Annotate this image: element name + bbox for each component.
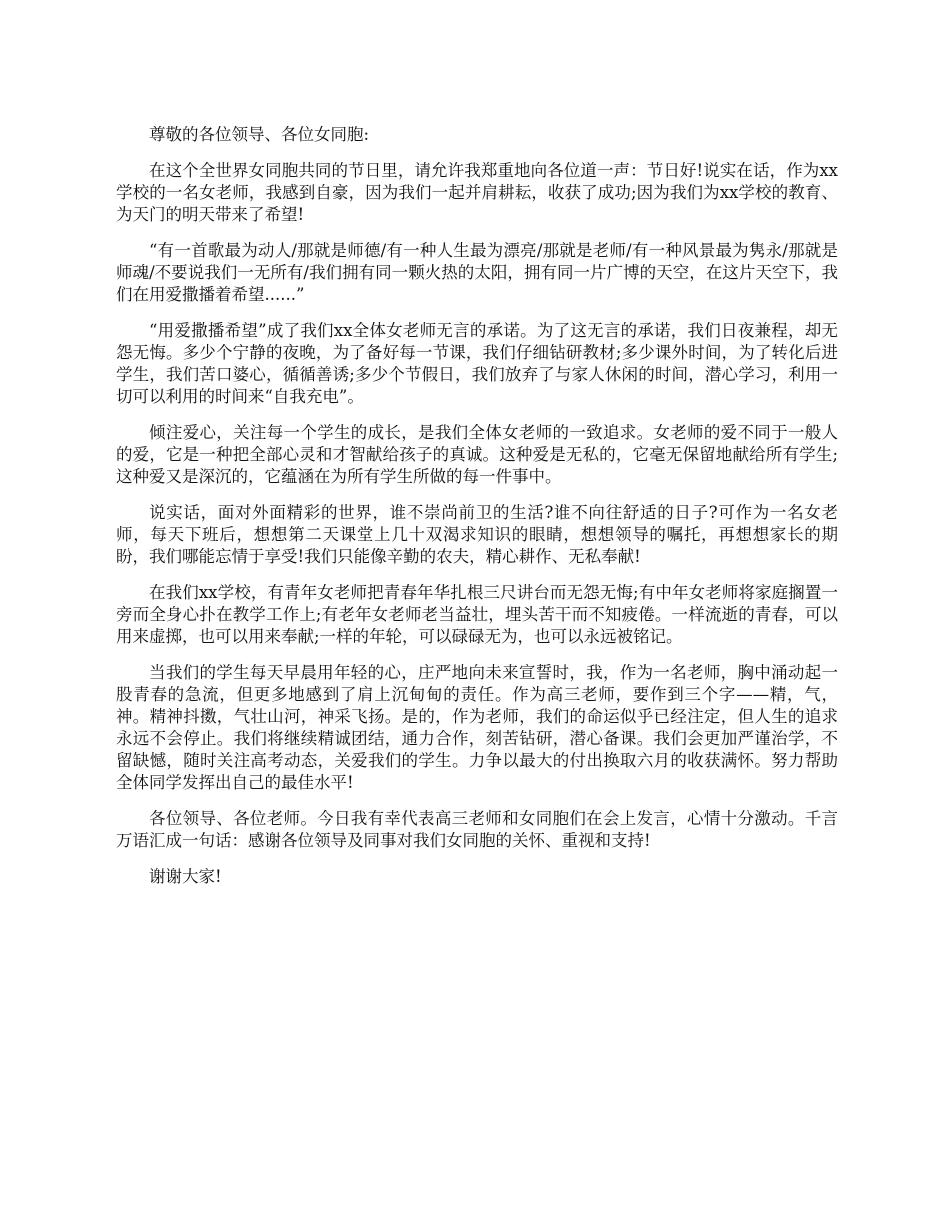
paragraph-school: 在我们xx学校，有青年女老师把青春年华扎根三尺讲台而无怨无悔;有中年女老师将家庭搁置一旁而全身心扑在教学工作上;有老年女老师老当益壮，埋头苦干而不知疲倦。一样流逝的青春，可以用来虚掷，也可以用来奉献;一样的年轮，可以碌碌无为，也可以永远被铭记。 xyxy=(116,583,838,646)
paragraph-love: 倾注爱心，关注每一个学生的成长，是我们全体女老师的一致追求。女老师的爱不同于一般人的爱，它是一种把全部心灵和才智献给孩子的真诚。这种爱是无私的，它毫无保留地献给所有学生;这种爱又是深沉的，它蕴涵在为所有学生所做的每一件事中。 xyxy=(116,423,838,486)
paragraph-responsibility: 当我们的学生每天早晨用年轻的心，庄严地向未来宣誓时，我，作为一名老师，胸中涌动起一股青春的急流，但更多地感到了肩上沉甸甸的责任。作为高三老师，要作到三个字——精，气，神。精神抖擞，气壮山河，神采飞扬。是的，作为老师，我们的命运似乎已经注定，但人生的追求永远不会停止。我们将继续精诚团结，通力合作，刻苦钻研，潜心备课。我们会更加严谨治学，不留缺憾，随时关注高考动态，关爱我们的学生。力争以最大的付出换取六月的收获满怀。努力帮助全体同学发挥出自己的最佳水平! xyxy=(116,663,838,792)
closing: 谢谢大家! xyxy=(149,867,222,886)
paragraph-poem: “有一首歌最为动人/那就是师德/有一种人生最为漂亮/那就是老师/有一种风景最为隽永/那就是师魂/不要说我们一无所有/我们拥有同一颗火热的太阳，拥有同一片广博的天空，在这片天空下，我们在用爱撒播着希望......” xyxy=(116,241,838,304)
salutation: 尊敬的各位领导、各位女同胞: xyxy=(149,125,370,144)
paragraph-dedication: 说实话，面对外面精彩的世界，谁不崇尚前卫的生活?谁不向往舒适的日子?可作为一名女老师，每天下班后，想想第二天课堂上几十双渴求知识的眼睛，想想领导的嘱托，再想想家长的期盼，我们哪能忘情于享受!我们只能像辛勤的农夫，精心耕作、无私奉献! xyxy=(116,503,838,566)
document-body xyxy=(116,124,838,902)
paragraph-promise: “用爱撒播希望”成了我们xx全体女老师无言的承诺。为了这无言的承诺，我们日夜兼程，却无怨无悔。多少个宁静的夜晚，为了备好每一节课，我们仔细钻研教材;多少课外时间，为了转化后进学生，我们苦口婆心，循循善诱;多少个节假日，我们放弃了与家人休闲的时间，潜心学习，利用一切可以利用的时间来“自我充电”。 xyxy=(116,321,838,406)
paragraph-thanks: 各位领导、各位老师。今日我有幸代表高三老师和女同胞们在会上发言，心情十分激动。千言万语汇成一句话：感谢各位领导及同事对我们女同胞的关怀、重视和支持! xyxy=(116,809,838,850)
paragraph-greeting: 在这个全世界女同胞共同的节日里，请允许我郑重地向各位道一声：节日好!说实在话，作为xx学校的一名女老师，我感到自豪，因为我们一起并肩耕耘，收获了成功;因为我们为xx学校的教育、为天门的明天带来了希望! xyxy=(116,161,838,224)
